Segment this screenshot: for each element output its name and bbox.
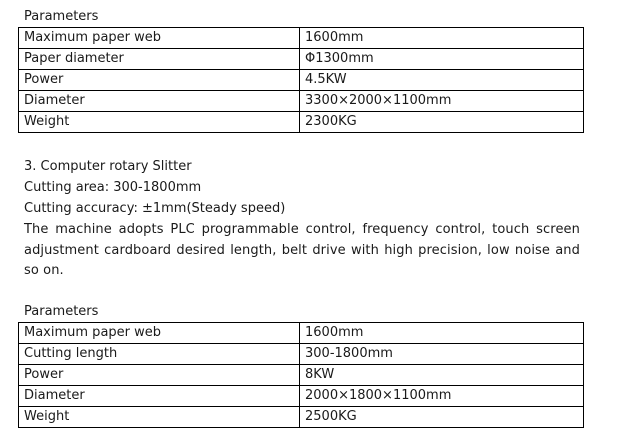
param-value: 2500KG: [300, 407, 584, 428]
param-name: Power: [19, 365, 300, 386]
param-name: Diameter: [19, 91, 300, 112]
param-value: 8KW: [300, 365, 584, 386]
param-value: 3300×2000×1100mm: [300, 91, 584, 112]
table-row: [19, 386, 584, 407]
param-value: 1600mm: [300, 28, 584, 49]
table-row: [19, 365, 584, 386]
param-value: 300-1800mm: [300, 344, 584, 365]
param-value: 2300KG: [300, 112, 584, 133]
table-row: [19, 323, 584, 344]
slitter-description: The machine adopts PLC programmable control, frequency control, touch screen adjustment cardboard desired length, belt drive with high precision, low noise and so on.: [24, 222, 580, 278]
table-row: [19, 70, 584, 91]
parameters-table-1: [18, 27, 584, 133]
parameters-heading-1: Parameters: [24, 9, 99, 24]
cutting-area: Cutting area: 300-1800mm: [24, 180, 202, 195]
cutting-accuracy: Cutting accuracy: ±1mm(Steady speed): [24, 201, 286, 216]
param-name: Power: [19, 70, 300, 91]
table-row: [19, 49, 584, 70]
param-value: 2000×1800×1100mm: [300, 386, 584, 407]
param-name: Paper diameter: [19, 49, 300, 70]
table-row: [19, 407, 584, 428]
param-value: 1600mm: [300, 323, 584, 344]
slitter-title: 3. Computer rotary Slitter: [24, 159, 192, 174]
param-value: 4.5KW: [300, 70, 584, 91]
table-row: [19, 91, 584, 112]
param-name: Weight: [19, 407, 300, 428]
param-name: Weight: [19, 112, 300, 133]
table-row: [19, 28, 584, 49]
param-name: Diameter: [19, 386, 300, 407]
table-row: [19, 344, 584, 365]
parameters-heading-2: Parameters: [24, 304, 99, 319]
param-name: Maximum paper web: [19, 28, 300, 49]
table-row: [19, 112, 584, 133]
param-name: Cutting length: [19, 344, 300, 365]
parameters-table-2: [18, 322, 584, 428]
param-value: Φ1300mm: [300, 49, 584, 70]
param-name: Maximum paper web: [19, 323, 300, 344]
